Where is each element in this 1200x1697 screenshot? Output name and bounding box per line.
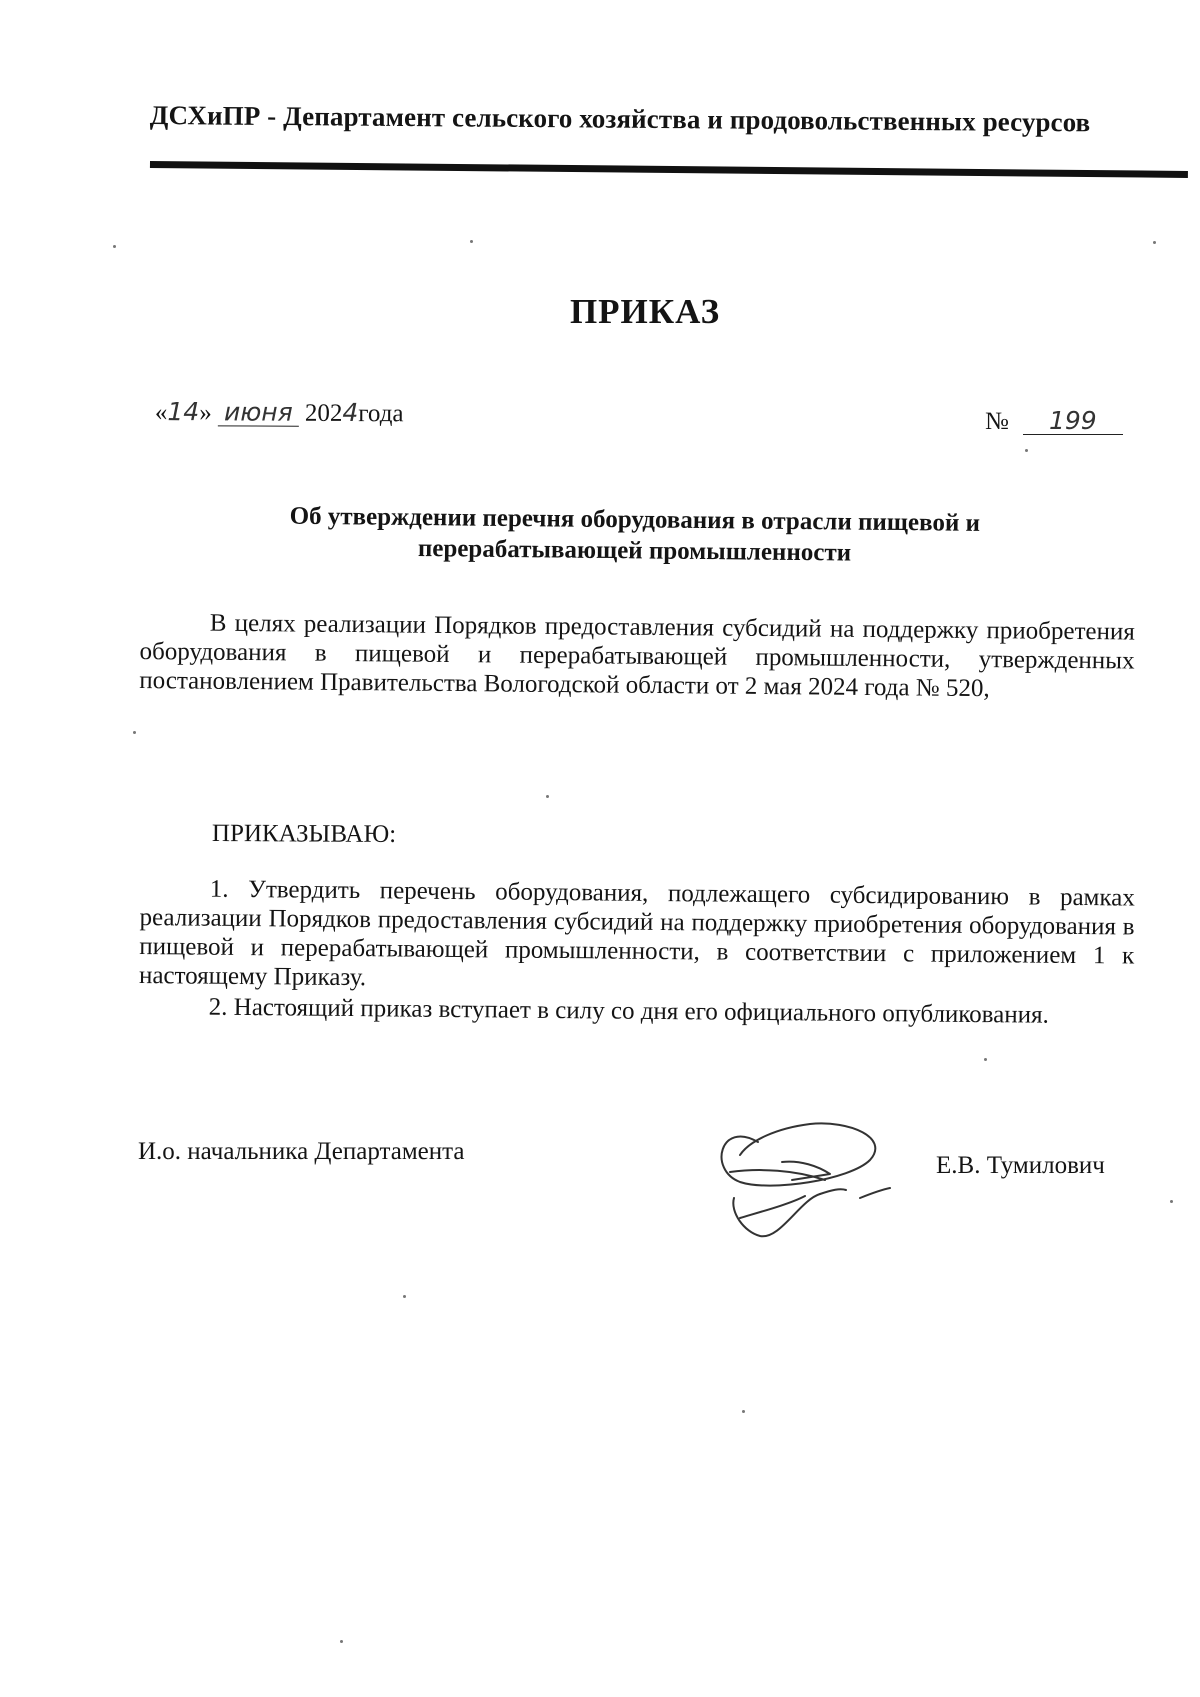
date-year-suffix: года xyxy=(358,400,404,428)
scan-speck xyxy=(470,240,473,243)
date-open-quote: « xyxy=(154,398,168,427)
scan-speck xyxy=(133,731,136,734)
scan-speck xyxy=(403,1295,406,1298)
scan-speck xyxy=(546,795,549,798)
header-rule xyxy=(150,161,1188,178)
date-year-last-digit: 4 xyxy=(342,397,359,428)
document-subject: Об утверждении перечня оборудования в отрасли пищевой и перерабатывающей промышленности xyxy=(289,502,981,567)
number-label: № xyxy=(985,408,1009,435)
date-day: 14 xyxy=(167,397,200,427)
signatory-name: Е.В. Тумилович xyxy=(936,1152,1105,1179)
date-year-prefix: 202 xyxy=(304,399,343,427)
scan-speck xyxy=(340,1640,343,1643)
department-header: ДСХиПР - Департамент сельского хозяйства и продовольственных ресурсов xyxy=(149,100,1091,138)
order-item: 2. Настоящий приказ вступает в силу со дня его официального опубликования. xyxy=(208,993,1049,1029)
document-date xyxy=(155,397,404,428)
handwritten-signature xyxy=(700,1100,910,1250)
preamble xyxy=(139,608,1135,705)
preamble-text: В целях реализации Порядков предоставления субсидий на поддержку приобретения оборудования в пищевой и перерабатывающей промышленности, утвержденных постановлением Правительства Вологодской области от 2 мая 2024 года № 520, xyxy=(139,609,1135,703)
scan-speck xyxy=(984,1058,987,1061)
order-items xyxy=(139,874,1135,1031)
document-type-title: ПРИКАЗ xyxy=(569,292,721,331)
number-value: 199 xyxy=(1023,408,1123,435)
scan-speck xyxy=(1170,1200,1173,1203)
document-number xyxy=(985,408,1123,436)
scan-speck xyxy=(1153,241,1156,244)
date-month: июня xyxy=(218,399,299,427)
scan-speck xyxy=(1025,449,1028,452)
order-item: 1. Утвердить перечень оборудования, подлежащего субсидированию в рамках реализации Порядков предоставления субсидий на поддержку приобретения оборудования в пищевой и перерабатывающей промышленности, в соответствии с приложением 1 к настоящему Приказу. xyxy=(138,875,1135,992)
date-close-quote: » xyxy=(199,399,212,427)
order-word: ПРИКАЗЫВАЮ: xyxy=(211,820,397,848)
scan-speck xyxy=(742,1410,745,1413)
signatory-position: И.о. начальника Департамента xyxy=(138,1138,465,1165)
scan-speck xyxy=(113,245,116,248)
